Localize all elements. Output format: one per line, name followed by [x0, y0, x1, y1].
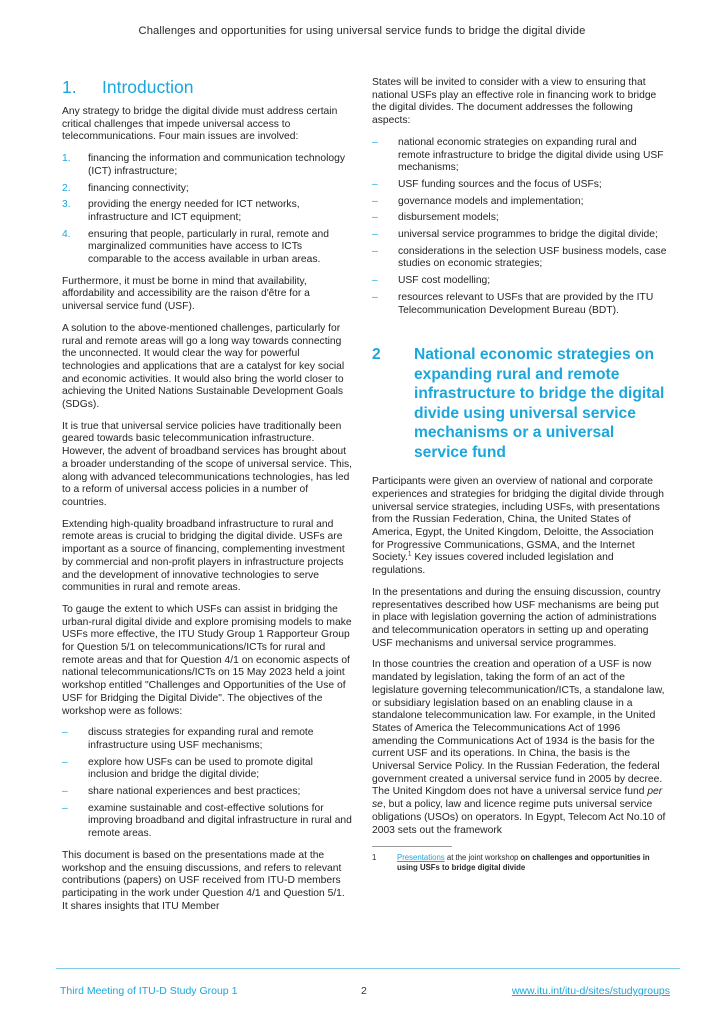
paragraph: In the presentations and during the ensuing discussion, country representatives described how USF mechanisms are being put in place with legislation governing the action of administrations and telecommunication operators in setting up and operating USF mechanisms and universal service programmes. [372, 586, 661, 649]
list-item: – USF cost modelling; [372, 275, 491, 287]
list-item: – discuss strategies for expanding rural and remote infrastructure using USF mechanisms; [62, 727, 314, 751]
paragraph: Participants were given an overview of national and corporate experiences and strategies for bridging the digital divide through universal service strategies, including USFs, with presentations from the Russian Federation, China, the United States of America, Egypt, the United Kingdom, Deloitte, the Association for Progressive Communications, GSMA, and the Internet Society.$^1$ Key issues covered included legislation and regulations. [372, 476, 664, 577]
list-item: 1. financing the information and communication technology (ICT) infrastructure; [62, 153, 346, 177]
footnote-reference[interactable]: 1 [407, 551, 412, 559]
section-2-heading [372, 345, 667, 462]
objectives-list [62, 727, 352, 841]
section-1-heading [62, 77, 352, 98]
section-2-title: National economic strategies on expanding rural and remote infrastructure to bridge the digital divide using universal service mechanisms or a universal service fund [414, 346, 665, 461]
presentations-link[interactable]: Presentations [397, 853, 445, 863]
footer-meeting-title: Third Meeting of ITU-D Study Group 1 [60, 985, 238, 997]
list-item: – resources relevant to USFs that are provided by the ITU Telecommunication Development Bureau (BDT). [372, 291, 654, 316]
paragraph: Furthermore, it must be borne in mind that availability, affordability and accessibility are the raison d'être for a universal service fund (USF). [62, 275, 310, 313]
intro-paragraph: Any strategy to bridge the digital divide must address certain critical challenges that impede universal access to telecommunications. Four main issues are involved: [62, 106, 338, 143]
list-item: – explore how USFs can be used to promote digital inclusion and bridge the digital divide; [62, 756, 313, 781]
paragraph: To gauge the extent to which USFs can assist in bridging the urban-rural digital divide and explore promising models to make USFs more effective, the ITU Study Group 1 Rapporteur Group for Question 5/1 on telecommunications/ICTs for rural and remote areas and that for Question 4/1 on economic aspects of national telecommunications/ICTs on 15 May 2023 held a joint workshop entitled "Challenges and Opportunities of the Use of USF for Bridging the Digital Divide". The objectives of the workshop were as follows: [62, 603, 352, 717]
paragraph: This document is based on the presentations made at the workshop and the ensuing discussions, and refers to relevant contributions (papers) on USF received from ITU-D members participating in the work under Question 4/1 and Question 5/1. It shares insights that ITU Member [62, 849, 345, 912]
section-2-number: 2 [372, 346, 381, 364]
list-item: – governance models and implementation; [372, 195, 584, 207]
footnote: 1 Presentations at the joint workshop on challenges and opportunities in using USFs to bridge digital divide [372, 853, 650, 873]
list-item: 2. financing connectivity; [62, 182, 189, 194]
aspects-list [372, 137, 667, 317]
paragraph: It is true that universal service policies have traditionally been geared towards basic telecommunication infrastructure. However, the advent of broadband services has brought about a broader understanding of the scope of universal service. This, along with advanced telecommunications technologies, has led to a reform of universal access policies in a number of countries. [62, 420, 353, 508]
paragraph: Extending high-quality broadband infrastructure to rural and remote areas is crucial to bridging the digital divide. USFs are important as a source of financing, complementing investment by commercial and non-profit players in infrastructure projects and the development of innovative technologies to serve communities in rural and remote areas. [62, 518, 345, 594]
footer-website-link[interactable]: www.itu.int/itu-d/sites/studygroups [511, 985, 670, 997]
list-item: – examine sustainable and cost-effective solutions for improving broadband and digital infrastructure in rural and remote areas. [62, 802, 352, 840]
section-1-number: 1. [62, 77, 77, 97]
section-1-title: Introduction [102, 77, 194, 97]
list-item: – considerations in the selection USF business models, case studies on economic strategies; [372, 245, 667, 270]
list-item: 3. providing the energy needed for ICT networks, infrastructure and ICT equipment; [62, 199, 300, 223]
list-item: – disbursement models; [372, 212, 499, 224]
paragraph: A solution to the above-mentioned challenges, particularly for rural and remote areas will go a long way towards connecting the unconnected. It would clear the way for powerful technologies and applications that are a catalyst for key social and economic activities. It would also bring the world closer to achieving the United Nations Sustainable Development Goals (SDGs). [62, 322, 345, 411]
footnote-divider [372, 846, 452, 847]
list-item: – USF funding sources and the focus of USFs; [372, 178, 602, 190]
paragraph: States will be invited to consider with a view to ensuring that national USFs play an effective role in financing work to bridge the digital divides. The document addresses the following aspects: [372, 77, 657, 127]
list-item: – universal service programmes to bridge the digital divide; [372, 229, 658, 241]
left-column [62, 77, 352, 922]
right-column [372, 77, 667, 873]
list-item: – national economic strategies on expanding rural and remote infrastructure to bridge the digital divide using USF mechanisms; [372, 136, 664, 174]
list-item: – share national experiences and best practices; [62, 786, 301, 798]
page-footer [60, 985, 670, 999]
footer-divider [56, 968, 680, 969]
paragraph: In those countries the creation and operation of a USF is now mandated by legislation, taking the form of an act of the legislature governing telecommunication/ICTs, a standalone law, or subsidiary legislation based on an enabling clause in a standalone telecommunication law. For example, in the United States of America the Telecommunications Act of 1996 amending the Communications Act of 1934 is the basis for the current USF and its operations. In China, the basis is the Universal Service Policy. In the Russian Federation, the federal government created a universal service fund in 2005 by decree. The United Kingdom does not have a universal service fund per se, but a policy, law and licence regime puts universal service obligations (USOs) on operators. In Egypt, Telecom Act No.10 of 2003 sets out the framework [372, 659, 666, 836]
list-item: 4. ensuring that people, particularly in rural, remote and marginalized communities have access to ICTs comparable to the access available in urban areas. [62, 228, 329, 266]
running-header: Challenges and opportunities for using universal service funds to bridge the digital divide [138, 25, 586, 37]
footnote-mark: 1 [372, 853, 377, 863]
page-number: 2 [361, 985, 367, 997]
issues-list [62, 153, 352, 267]
